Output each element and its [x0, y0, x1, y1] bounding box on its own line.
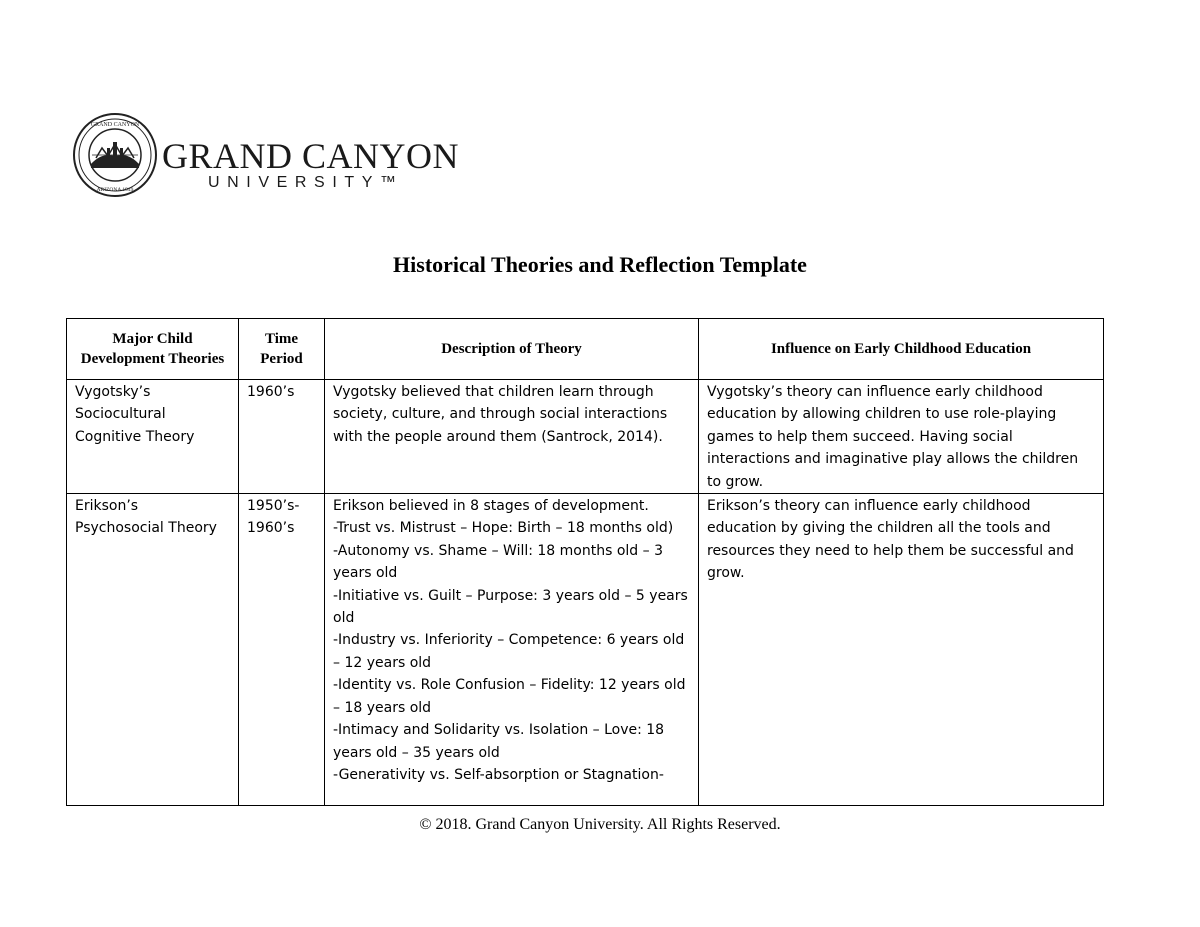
- copyright-footer: © 2018. Grand Canyon University. All Rights Reserved.: [419, 816, 781, 833]
- logo-name-line1: GRAND CANYON: [162, 136, 460, 176]
- description-line: -Initiative vs. Guilt – Purpose: 3 years old – 5 years old: [333, 587, 688, 627]
- table-row: [67, 494, 1104, 806]
- description-line: Vygotsky believed that children learn through society, culture, and through social interactions with the people around them (Santrock, 2014).: [333, 384, 668, 445]
- svg-text:ARIZONA 1949: ARIZONA 1949: [96, 187, 134, 193]
- header-description: Description of Theory: [325, 319, 699, 380]
- description-line: -Generativity vs. Self-absorption or Stagnation-: [333, 766, 664, 783]
- cell-influence: Vygotsky’s theory can influence early childhood education by allowing children to use role-playing games to help them succeed. Having social interactions and imaginative play allows the children to grow.: [699, 380, 1104, 494]
- header-influence: Influence on Early Childhood Education: [699, 319, 1104, 380]
- university-seal-icon: [72, 112, 158, 198]
- description-line: -Identity vs. Role Confusion – Fidelity: 12 years old – 18 years old: [333, 677, 686, 716]
- cell-period: 1960’s: [239, 380, 325, 494]
- description-line: -Industry vs. Inferiority – Competence: 6 years old – 12 years old: [333, 632, 685, 671]
- logo-name-line2: UNIVERSITY™: [208, 174, 404, 191]
- description-line: -Trust vs. Mistrust – Hope: Birth – 18 months old): [333, 520, 674, 537]
- cell-period: 1950’s-1960’s: [239, 494, 325, 806]
- description-line: Erikson believed in 8 stages of development.: [333, 498, 649, 515]
- cell-description: [325, 380, 699, 494]
- description-line: -Intimacy and Solidarity vs. Isolation – Love: 18 years old – 35 years old: [333, 722, 665, 761]
- theories-table: [66, 318, 1104, 806]
- table-header-row: [67, 319, 1104, 380]
- cell-description: [325, 494, 699, 806]
- description-line: -Autonomy vs. Shame – Will: 18 months old – 3 years old: [333, 542, 663, 582]
- header-time-period: Time Period: [239, 319, 325, 380]
- gcu-logo: [72, 112, 460, 198]
- document-title: Historical Theories and Reflection Template: [393, 252, 807, 277]
- cell-influence: Erikson’s theory can influence early childhood education by giving the children all the tools and resources they need to help them be successful and grow.: [699, 494, 1104, 806]
- svg-text:GRAND CANYON: GRAND CANYON: [90, 122, 140, 128]
- cell-theory: Vygotsky’s Sociocultural Cognitive Theory: [67, 380, 239, 494]
- header-theories: Major Child Development Theories: [67, 319, 239, 380]
- cell-theory: Erikson’s Psychosocial Theory: [67, 494, 239, 806]
- logo-wordmark: [162, 138, 459, 192]
- table-row: [67, 380, 1104, 494]
